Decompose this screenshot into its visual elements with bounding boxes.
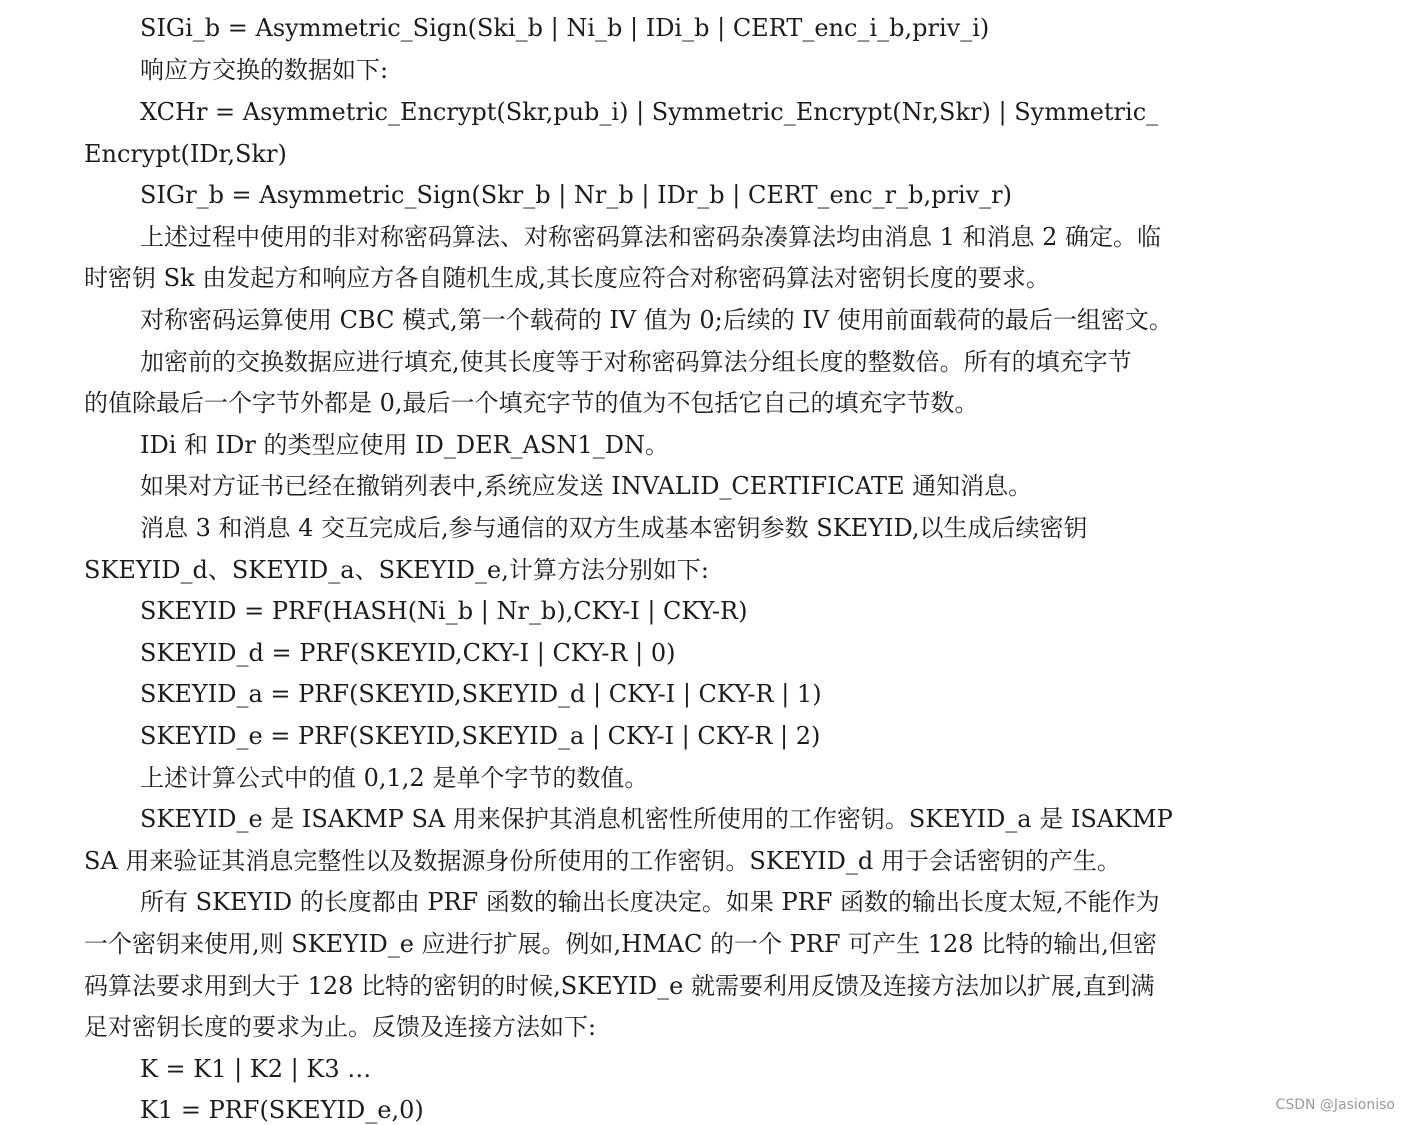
- paragraph-line: SKEYID_d、SKEYID_a、SKEYID_e,计算方法分别如下:: [84, 556, 709, 584]
- paragraph-line: 一个密钥来使用,则 SKEYID_e 应进行扩展。例如,HMAC 的一个 PRF 可产生 128 比特的输出,但密: [84, 930, 1157, 958]
- formula-xchr-continued: Encrypt(IDr,Skr): [84, 140, 287, 168]
- formula-k1: K1 = PRF(SKEYID_e,0): [140, 1096, 424, 1124]
- paragraph-line: 如果对方证书已经在撤销列表中,系统应发送 INVALID_CERTIFICATE 通知消息。: [140, 472, 1033, 500]
- paragraph-line: 码算法要求用到大于 128 比特的密钥的时候,SKEYID_e 就需要利用反馈及连接方法加以扩展,直到满: [84, 972, 1155, 1000]
- paragraph-line: SA 用来验证其消息完整性以及数据源身份所使用的工作密钥。SKEYID_d 用于会话密钥的产生。: [84, 847, 1121, 875]
- formula-skeyid-e: SKEYID_e = PRF(SKEYID,SKEYID_a | CKY-I | CKY-R | 2): [140, 722, 821, 750]
- paragraph-line: 时密钥 Sk 由发起方和响应方各自随机生成,其长度应符合对称密码算法对密钥长度的要求。: [84, 264, 1050, 292]
- paragraph-line: 加密前的交换数据应进行填充,使其长度等于对称密码算法分组长度的整数倍。所有的填充字节: [140, 348, 1132, 376]
- formula-xchr: XCHr = Asymmetric_Encrypt(Skr,pub_i) | Symmetric_Encrypt(Nr,Skr) | Symmetric_: [140, 98, 1159, 126]
- formula-sigr-b: SIGr_b = Asymmetric_Sign(Skr_b | Nr_b | IDr_b | CERT_enc_r_b,priv_r): [140, 181, 1013, 209]
- formula-skeyid-d: SKEYID_d = PRF(SKEYID,CKY-I | CKY-R | 0): [140, 639, 676, 667]
- csdn-watermark: CSDN @Jasioniso: [1275, 1097, 1395, 1113]
- paragraph-line: SKEYID_e 是 ISAKMP SA 用来保护其消息机密性所使用的工作密钥。SKEYID_a 是 ISAKMP: [140, 805, 1173, 833]
- paragraph-line: 对称密码运算使用 CBC 模式,第一个载荷的 IV 值为 0;后续的 IV 使用前面载荷的最后一组密文。: [140, 306, 1173, 334]
- paragraph-line: 消息 3 和消息 4 交互完成后,参与通信的双方生成基本密钥参数 SKEYID,以生成后续密钥: [140, 514, 1088, 542]
- paragraph-line: 上述计算公式中的值 0,1,2 是单个字节的数值。: [140, 764, 649, 792]
- formula-skeyid-a: SKEYID_a = PRF(SKEYID,SKEYID_d | CKY-I | CKY-R | 1): [140, 680, 822, 708]
- paragraph-line: 所有 SKEYID 的长度都由 PRF 函数的输出长度决定。如果 PRF 函数的输出长度太短,不能作为: [140, 888, 1160, 916]
- paragraph-line: IDi 和 IDr 的类型应使用 ID_DER_ASN1_DN。: [140, 431, 669, 459]
- paragraph-line: 的值除最后一个字节外都是 0,最后一个填充字节的值为不包括它自己的填充字节数。: [84, 389, 979, 417]
- paragraph-line: 响应方交换的数据如下:: [140, 56, 389, 84]
- formula-sigi-b: SIGi_b = Asymmetric_Sign(Ski_b | Ni_b | IDi_b | CERT_enc_i_b,priv_i): [140, 14, 990, 42]
- paragraph-line: 上述过程中使用的非对称密码算法、对称密码算法和密码杂凑算法均由消息 1 和消息 2 确定。临: [140, 223, 1162, 251]
- paragraph-line: 足对密钥长度的要求为止。反馈及连接方法如下:: [84, 1013, 597, 1041]
- formula-skeyid: SKEYID = PRF(HASH(Ni_b | Nr_b),CKY-I | CKY-R): [140, 597, 748, 625]
- formula-k-concat: K = K1 | K2 | K3 …: [140, 1055, 372, 1083]
